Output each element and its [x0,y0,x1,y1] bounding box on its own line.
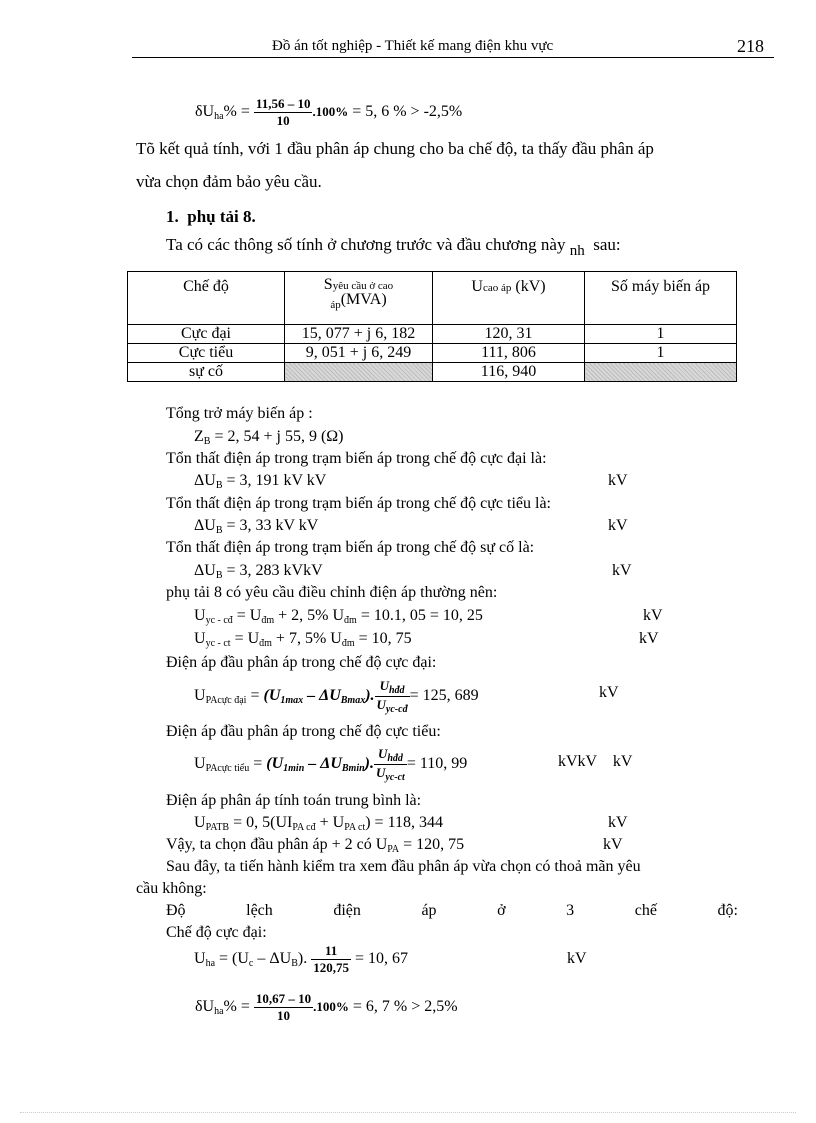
equation-delta-ub-max: $\Delta U_B = 3$, 191 kV kV [194,472,327,491]
unit-label: kVkV kV [558,753,633,770]
section-heading: 1. phụ tải 8. [166,207,256,226]
page-number: 218 [737,36,764,56]
equation-upatb: $U_{PATB} = 0$, $5(UI_{PA cđ} + U_{PA ct}) = 118$, 344 [194,814,443,833]
unit-label: kV [603,836,623,853]
header-cell-voltage: Ucao áp (kV) [433,272,585,325]
equation-delta-uha-1: $\delta U_{ha}\%$ = $\frac{11,56 - 10}{10}$ .100% = 5, 6 % > -2,5% [195,96,463,128]
text-line: Điện áp đầu phân áp trong chế độ cực đại: [166,654,437,671]
text-line: Vậy, ta chọn đầu phân áp + 2 có $U_{PA} = 120$, 75 [166,836,465,855]
header-divider [132,57,774,58]
table-header-row [128,272,737,325]
intro-line: Ta có các thông số tính ở chương trước và đầu chương này nh sau: [166,235,621,259]
unit-label: kV [608,472,628,489]
fraction: $\frac{11}{120,75}$ [313,943,349,975]
paragraph-line: Tõ kết quả tính, với 1 đầu phân áp chung cho ba chế độ, ta thấy đầu phân áp [136,139,654,158]
text-line: phụ tải 8 có yêu cầu điều chỉnh điện áp thường nên: [166,584,498,601]
fraction: $\frac{11,56 - 10}{10}$ [255,96,311,128]
page-header-title: Đồ án tốt nghiệp - Thiết kế mang điện khu vực [272,38,554,54]
equation-uyc-min: $U_{yc - ct} = U_{đm} + 7$, 5% $U_{đm} = 10$, 75 [194,630,412,649]
shaded-cell [585,363,737,382]
table-row: Cực đại 15, 077 + j 6, 182 120, 31 1 [128,325,737,344]
equation-uha: $U_{ha} = (U_c - \Delta U_B)$. $\frac{11}{120,75}$ = 10, 67 [194,943,408,975]
header-cell-mode: Chế độ [128,272,285,325]
text-line: Tổn thất điện áp trong trạm biến áp trong chế độ cực tiểu là: [166,495,551,512]
text-line: Điện áp phân áp tính toán trung bình là: [166,792,422,809]
unit-label: kV [643,607,663,624]
equation-delta-ub-fault: $\Delta U_B = 3$, 283 kVkV [194,562,323,581]
unit-label: kV [612,562,632,579]
unit-label: kV [639,630,659,647]
unit-label: kV [567,950,587,967]
fraction: $\frac{U_{hđd}}{U_{yc-ct}}$ [376,746,405,783]
text-line: Chế độ cực đại: [166,924,267,941]
justified-line: Độ lệch điện áp ở 3 chế độ: [166,902,738,919]
unit-label: kV [599,684,619,701]
text-line: cầu không: [136,880,207,897]
text-line: Tổng trở máy biến áp : [166,405,313,422]
equation-uyc-max: $U_{yc - cđ} = U_{đm} + 2$, 5% $U_{đm} = 10.1$, 05 = 10, 25 [194,607,483,626]
header-cell-transformer-count: Số máy biến áp [585,272,737,325]
equation-upa-min: $U_{PAcực tiểu} = (U_{1min} - \Delta U_{Bmin})$. $\frac{U_{hđd}}{U_{yc-ct}}$ = 110, 99 [194,746,468,783]
fraction: $\frac{U_{hđd}}{U_{yc-cđ}}$ [376,678,408,715]
header-cell-power: Syêu cầu ở cao $_{áp}$(MVA) [285,272,433,325]
text-line: Điện áp đầu phân áp trong chế độ cực tiểu: [166,723,441,740]
text-line: Tổn thất điện áp trong trạm biến áp trong chế độ sự cố là: [166,539,535,556]
fraction: $\frac{10,67 - 10}{10}$ [255,991,312,1023]
text-line: Sau đây, ta tiến hành kiểm tra xem đầu phân áp vừa chọn có thoả mãn yêu [166,858,641,875]
equation-delta-uha-2: $\delta U_{ha}\%$ = $\frac{10,67 - 10}{10}$ .100% = 6, 7 % > 2,5% [195,991,458,1023]
paragraph-line: vừa chọn đảm bảo yêu cầu. [136,172,322,191]
table-row: sự cố 116, 940 [128,363,737,382]
table-row: Cực tiểu 9, 051 + j 6, 249 111, 806 1 [128,344,737,363]
shaded-cell [285,363,433,382]
text-line: Tổn thất điện áp trong trạm biến áp trong chế độ cực đại là: [166,450,547,467]
unit-label: kV [608,814,628,831]
equation-upa-max: $U_{PAcực đại} = (U_{1max} - \Delta U_{Bmax})$. $\frac{U_{hđd}}{U_{yc-cđ}}$ = 125, 689 [194,678,479,715]
load-parameters-table [127,271,737,382]
equation-zb: $Z_B = 2$, 54 + j 55, 9 (Ω) [194,428,344,447]
footer-dotted-line [20,1112,796,1113]
unit-label: kV [608,517,628,534]
equation-delta-ub-min: $\Delta U_B = 3$, 33 kV kV [194,517,319,536]
